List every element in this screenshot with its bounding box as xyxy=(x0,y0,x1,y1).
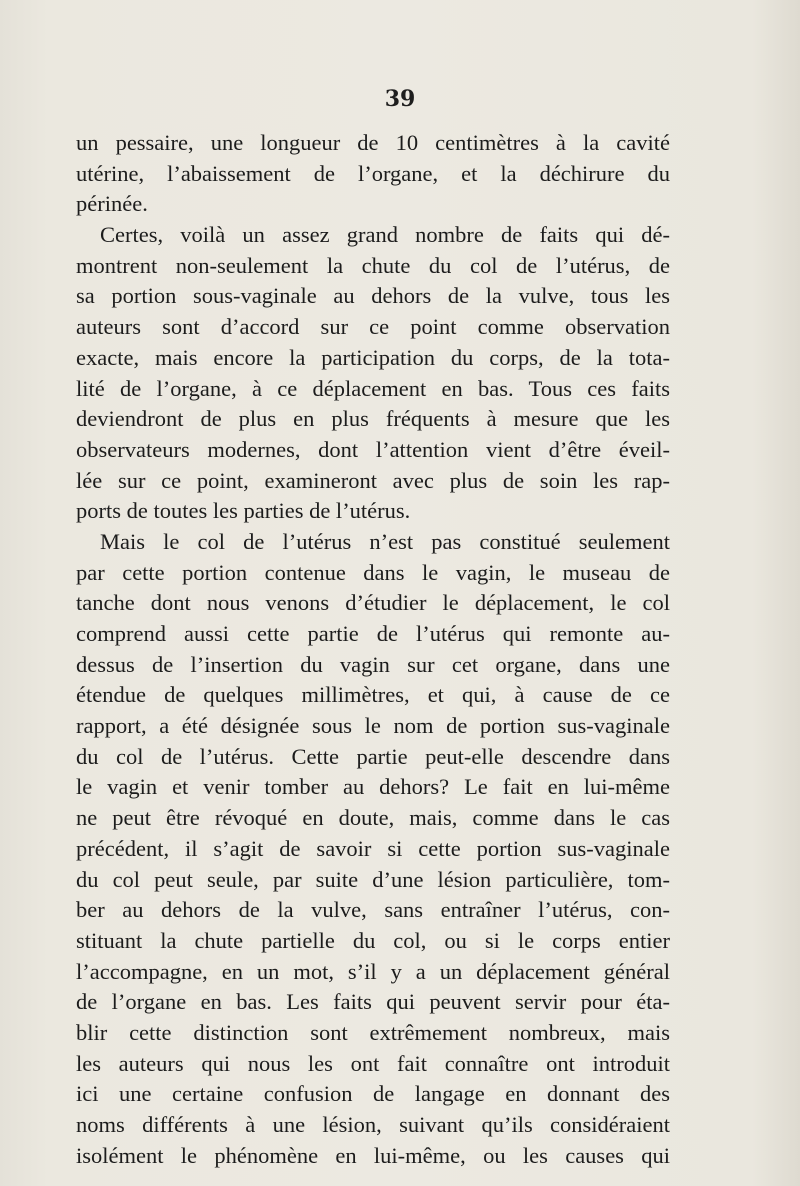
text-line: utérine, l’abaissement de l’organe, et la déchirure du xyxy=(76,160,670,186)
text-line: un pessaire, une longueur de 10 centimètres à la cavité xyxy=(76,130,670,155)
text-line: du col peut seule, par suite d’une lésion particulière, tom- xyxy=(76,866,670,892)
text-line: ber au dehors de la vulve, sans entraîner l’utérus, con- xyxy=(76,897,670,923)
text-line: lité de l’organe, à ce déplacement en bas. Tous ces faits xyxy=(76,375,670,401)
text-line: l’accompagne, en un mot, s’il y a un déplacement général xyxy=(76,958,670,984)
text-line: auteurs sont d’accord sur ce point comme observation xyxy=(76,314,670,340)
text-line: ports de toutes les parties de l’utérus. xyxy=(76,498,411,524)
text-line: de l’organe en bas. Les faits qui peuvent servir pour éta- xyxy=(76,989,670,1015)
text-line: observateurs modernes, dont l’attention vient d’être éveil- xyxy=(76,436,670,462)
text-line: blir cette distinction sont extrêmement nombreux, mais xyxy=(76,1019,670,1045)
text-line: ici une certaine confusion de langage en donnant des xyxy=(76,1081,670,1107)
text-line: comprend aussi cette partie de l’utérus qui remonte au- xyxy=(76,621,670,646)
text-line: précédent, il s’agit de savoir si cette portion sus-vaginale xyxy=(76,835,670,861)
text-line: Mais le col de l’utérus n’est pas constitué seulement xyxy=(100,528,670,554)
text-line: rapport, a été désignée sous le nom de portion sus-vaginale xyxy=(76,713,670,739)
text-line: stituant la chute partielle du col, ou si le corps entier xyxy=(76,927,670,953)
text-line: sa portion sous-vaginale au dehors de la vulve, tous les xyxy=(76,283,670,309)
text-line: exacte, mais encore la participation du corps, de la tota- xyxy=(76,344,670,370)
text-line: isolément le phénomène en lui-même, ou les causes qui xyxy=(76,1142,670,1168)
page-number: 39 xyxy=(384,86,416,112)
text-line: étendue de quelques millimètres, et qui, à cause de ce xyxy=(76,682,670,708)
text-line: les auteurs qui nous les ont fait connaître ont introduit xyxy=(76,1050,670,1076)
text-line: par cette portion contenue dans le vagin, le museau de xyxy=(76,559,670,585)
text-line: montrent non-seulement la chute du col de l’utérus, de xyxy=(76,252,670,278)
text-line: Certes, voilà un assez grand nombre de faits qui dé- xyxy=(100,222,670,248)
text-line: périnée. xyxy=(76,191,148,217)
text-line: deviendront de plus en plus fréquents à mesure que les xyxy=(76,406,670,432)
text-line: lée sur ce point, examineront avec plus de soin les rap- xyxy=(76,467,670,493)
body-text xyxy=(76,128,670,1171)
text-line: du col de l’utérus. Cette partie peut-elle descendre dans xyxy=(76,743,670,769)
text-line: tanche dont nous venons d’étudier le déplacement, le col xyxy=(76,590,670,616)
text-line: ne peut être révoqué en doute, mais, comme dans le cas xyxy=(76,805,670,831)
text-line: le vagin et venir tomber au dehors? Le fait en lui-même xyxy=(76,774,670,800)
text-line: dessus de l’insertion du vagin sur cet organe, dans une xyxy=(76,651,670,677)
text-line: noms différents à une lésion, suivant qu’ils considéraient xyxy=(76,1112,670,1137)
